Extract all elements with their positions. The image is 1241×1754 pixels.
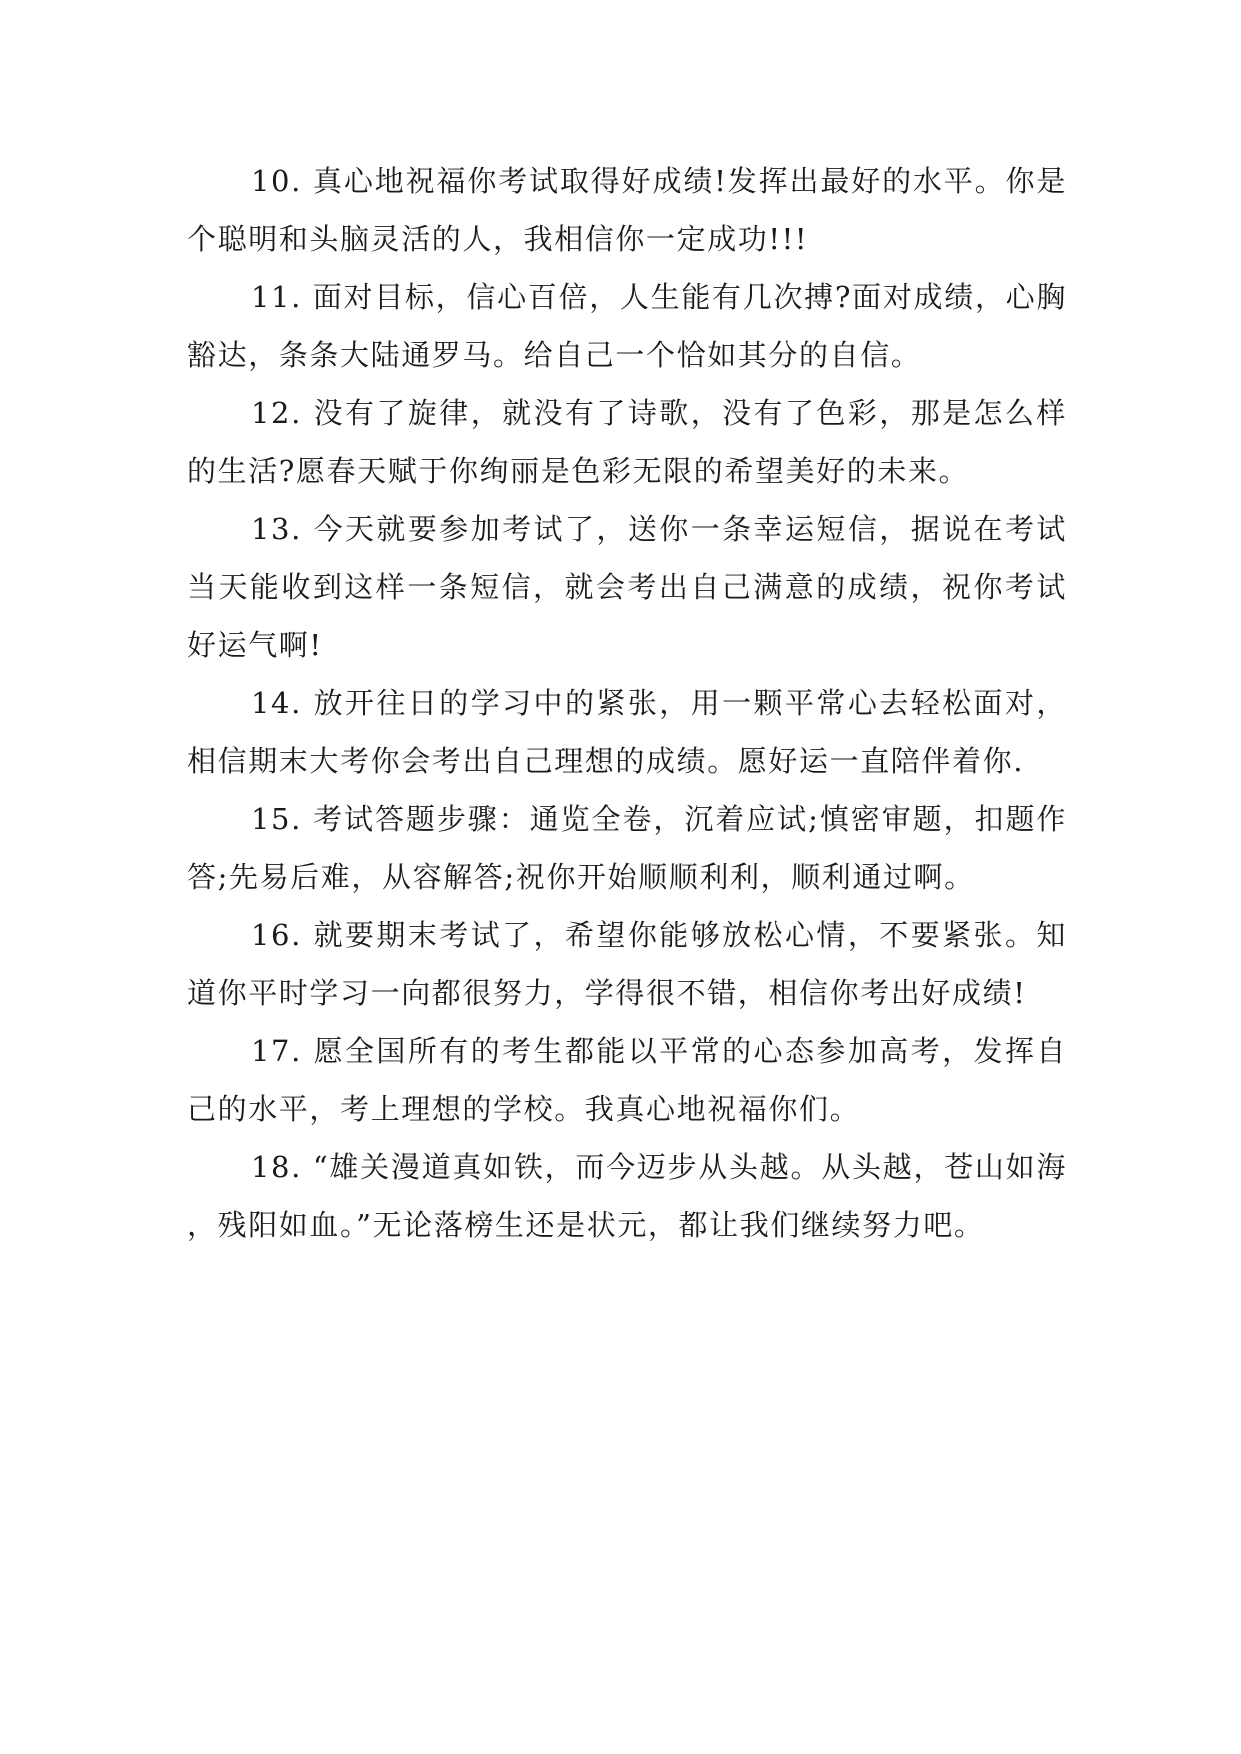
paragraph-10: 10. 真心地祝福你考试取得好成绩!发挥出最好的水平。你是个聪明和头脑灵活的人，我相信你一定成功!!! — [187, 164, 1067, 256]
paragraph-14: 14. 放开往日的学习中的紧张，用一颗平常心去轻松面对，相信期末大考你会考出自己理想的成绩。愿好运一直陪伴着你. — [187, 686, 1067, 778]
paragraph-11: 11. 面对目标，信心百倍，人生能有几次搏?面对成绩，心胸豁达，条条大陆通罗马。给自己一个恰如其分的自信。 — [187, 280, 1067, 372]
paragraph-16: 16. 就要期末考试了，希望你能够放松心情，不要紧张。知道你平时学习一向都很努力，学得很不错，相信你考出好成绩! — [187, 918, 1067, 1010]
paragraph-12: 12. 没有了旋律，就没有了诗歌，没有了色彩，那是怎么样的生活?愿春天赋于你绚丽是色彩无限的希望美好的未来。 — [187, 396, 1067, 488]
paragraph-18: 18. “雄关漫道真如铁，而今迈步从头越。从头越，苍山如海，残阳如血。”无论落榜生还是状元，都让我们继续努力吧。 — [187, 1150, 1067, 1242]
paragraph-13: 13. 今天就要参加考试了，送你一条幸运短信，据说在考试当天能收到这样一条短信，就会考出自己满意的成绩，祝你考试好运气啊! — [187, 512, 1067, 662]
paragraph-15: 15. 考试答题步骤：通览全卷，沉着应试;慎密审题，扣题作答;先易后难，从容解答;祝你开始顺顺利利，顺利通过啊。 — [187, 802, 1067, 894]
document-body — [187, 152, 1067, 1254]
paragraph-17: 17. 愿全国所有的考生都能以平常的心态参加高考，发挥自己的水平，考上理想的学校。我真心地祝福你们。 — [187, 1034, 1067, 1126]
